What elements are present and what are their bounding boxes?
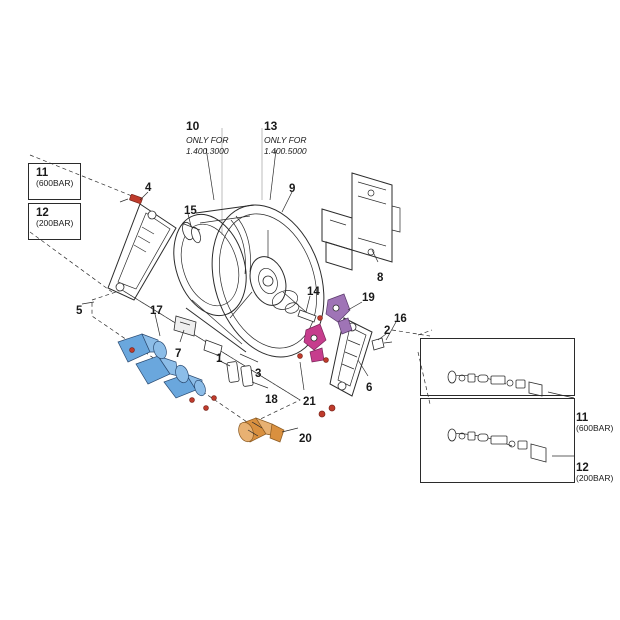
callout-2: 2 (384, 325, 391, 337)
pressure-box-11-left-rating: (600BAR) (36, 178, 74, 189)
note-10 (186, 120, 229, 155)
swivel-valve-group (118, 316, 253, 410)
note-10-line2: 1.400.3000 (186, 145, 229, 156)
pressure-box-11-right-number: 11 (576, 412, 589, 424)
note-13-line2: 1.400.5000 (264, 145, 307, 156)
mounting-bracket (322, 173, 400, 270)
pressure-box-12-right-number: 12 (576, 462, 589, 474)
crank-handle (236, 418, 284, 444)
pressure-box-12-left-number: 12 (36, 207, 49, 219)
pressure-box-12-right-labels (576, 462, 613, 483)
callout-6: 6 (366, 382, 373, 394)
pressure-box-11-right-labels (576, 412, 613, 433)
note-13-number: 13 (264, 119, 278, 133)
callout-14: 14 (307, 286, 320, 298)
pressure-box-11-left-number: 11 (36, 167, 49, 179)
note-13-line1: ONLY FOR (264, 134, 307, 145)
right-swing-arm (319, 318, 392, 417)
pressure-box-12-right (420, 398, 575, 483)
callout-5: 5 (76, 305, 83, 317)
pressure-box-12-left-rating: (200BAR) (36, 218, 74, 229)
callout-16: 16 (394, 313, 407, 325)
ratchet-group (298, 294, 352, 362)
pressure-box-11-right (420, 338, 575, 396)
callout-4: 4 (145, 182, 152, 194)
callout-15: 15 (184, 205, 197, 217)
callout-9: 9 (289, 183, 296, 195)
callout-7: 7 (175, 348, 182, 360)
pressure-box-11-left-labels (36, 167, 73, 188)
pressure-box-12-left-labels (36, 207, 73, 228)
callout-8: 8 (377, 272, 384, 284)
callout-1: 1 (216, 353, 223, 365)
callout-3: 3 (255, 368, 262, 380)
callout-20: 20 (299, 433, 312, 445)
callout-19: 19 (362, 292, 375, 304)
callout-21: 21 (303, 396, 316, 408)
pressure-box-12-right-rating: (200BAR) (576, 473, 614, 484)
callout-18: 18 (265, 394, 278, 406)
callout-17: 17 (150, 305, 163, 317)
note-10-line1: ONLY FOR (186, 134, 229, 145)
note-13 (264, 120, 307, 155)
pressure-box-11-right-rating: (600BAR) (576, 423, 614, 434)
note-10-number: 10 (186, 119, 200, 133)
